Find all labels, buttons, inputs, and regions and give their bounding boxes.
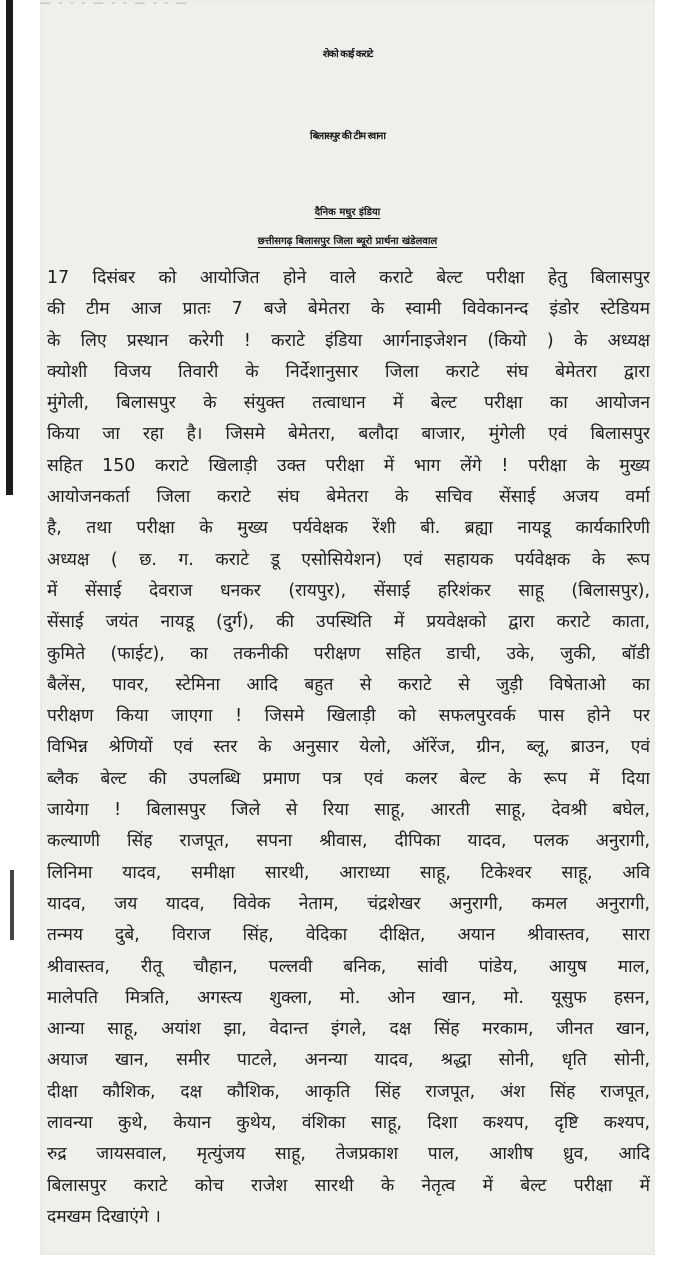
headline-line-2: बिलासपुर की टीम रवाना [310,131,385,142]
body-line: कुमिते (फाईट), का तकनीकी परीक्षण सहित डाची, उके, जुकी, बॉडी [47,643,650,664]
body-line: रुद्र जायसवाल, मृत्युंजय साहू, तेजप्रकाश पाल, आशीष ध्रुव, आदि [47,1144,650,1165]
body-line: कल्याणी सिंह राजपूत, सपना श्रीवास, दीपिका यादव, पलक अनुरागी, [47,831,650,852]
bureau-credit: छत्तीसगढ़ बिलासपुर जिला ब्यूरो प्रार्थना खंडेलवाल [257,236,438,247]
body-line: आयोजनकर्ता जिला कराटे संघ बेमेतरा के सचिव सेंसाई अजय वर्मा [47,487,650,508]
body-line: है, तथा परीक्षा के मुख्य पर्यवेक्षक रेंशी बी. ब्रह्या नायडू कार्यकारिणी [47,518,650,539]
body-line: क्योशी विजय तिवारी के निर्देशानुसार जिला कराटे संघ बेमेतरा द्वारा [47,361,650,382]
body-line: तन्मय दुबे, विराज सिंह, वेदिका दीक्षित, अयान श्रीवास्तव, सारा [47,925,650,946]
byline [40,198,655,256]
body-line: के लिए प्रस्थान करेगी ! कराटे इंडिया आर्गनाइजेशन (कियो ) के अध्यक्ष [47,330,650,351]
top-cut-text: — - - - — - - — - - — [40,0,189,9]
left-border-mark [10,870,14,940]
body-line: मुंगेली, बिलासपुर के संयुक्त तत्वाधान में बेल्ट परीक्षा का आयोजन [47,393,650,414]
publication-name: दैनिक मधुर इंडिया [314,207,381,218]
body-line: सहित 150 कराटे खिलाड़ी उक्त परीक्षा में भाग लेंगे ! परीक्षा के मुख्य [47,455,650,476]
left-border-rule [6,0,13,495]
body-line: जायेगा ! बिलासपुर जिले से रिया साहू, आरती साहू, देवश्री बघेल, [47,800,650,821]
body-line: लिनिमा यादव, समीक्षा सारथी, आराध्या साहू, टिकेश्वर साहू, अवि [47,862,650,883]
body-line: आन्या साहू, अयांश झा, वेदान्त इंगले, दक्ष सिंह मरकाम, जीनत खान, [47,1019,650,1040]
body-line: विभिन्न श्रेणियों एवं स्तर के अनुसार येलो, ऑरेंज, ग्रीन, ब्लू, ब्राउन, एवं [47,737,650,758]
body-line: की टीम आज प्रातः 7 बजे बेमेतरा के स्वामी विवेकानन्द इंडोर स्टेडियम [47,299,650,320]
newspaper-clipping [40,0,655,1255]
body-line: दीक्षा कौशिक, दक्ष कौशिक, आकृति सिंह राजपूत, अंश सिंह राजपूत, [47,1081,650,1102]
body-line: अध्यक्ष ( छ. ग. कराटे डू एसोसियेशन) एवं सहायक पर्यवेक्षक के रूप [47,549,650,570]
article-body [47,263,650,1233]
headline [40,14,655,178]
body-line: किया जा रहा है। जिसमे बेमेतरा, बलौदा बाजार, मुंगेली एवं बिलासपुर [47,424,650,445]
body-line: अयाज खान, समीर पाटले, अनन्या यादव, श्रद्धा सोनी, धृति सोनी, [47,1050,650,1071]
body-line: यादव, जय यादव, विवेक नेताम, चंद्रशेखर अनुरागी, कमल अनुरागी, [47,893,650,914]
body-line: मालेपति मित्रति, अगस्त्य शुक्ला, मो. ओन खान, मो. यूसुफ हसन, [47,987,650,1008]
body-line: बिलासपुर कराटे कोच राजेश सारथी के नेतृत्व में बेल्ट परीक्षा में [47,1175,650,1196]
body-line: ब्लैक बेल्ट की उपलब्धि प्रमाण पत्र एवं कलर बेल्ट के रूप में दिया [47,768,650,789]
headline-line-1: शेको काई कराटे [322,49,373,60]
body-line: 17 दिसंबर को आयोजित होने वाले कराटे बेल्ट परीक्षा हेतु बिलासपुर [47,268,650,288]
body-line: लावन्या कुथे, केयान कुथेय, वंशिका साहू, दिशा कश्यप, दृष्टि कश्यप, [47,1113,650,1134]
body-line: परीक्षण किया जाएगा ! जिसमे खिलाड़ी को सफलपुरवर्क पास होने पर [47,706,650,727]
body-line: में सेंसाई देवराज धनकर (रायपुर), सेंसाई हरिशंकर साहू (बिलासपुर), [47,580,650,601]
body-line: दमखम दिखाएंगे । [47,1206,161,1227]
body-line: बैलेंस, पावर, स्टेमिना आदि बहुत से कराटे से जुड़ी विषेताओ का [47,674,650,695]
body-line: श्रीवास्तव, रीतू चौहान, पल्लवी बनिक, सांवी पांडेय, आयुष माल, [47,956,650,977]
body-line: सेंसाई जयंत नायडू (दुर्ग), की उपस्थिति में प्रयवेक्षको द्वारा कराटे काता, [47,612,650,633]
